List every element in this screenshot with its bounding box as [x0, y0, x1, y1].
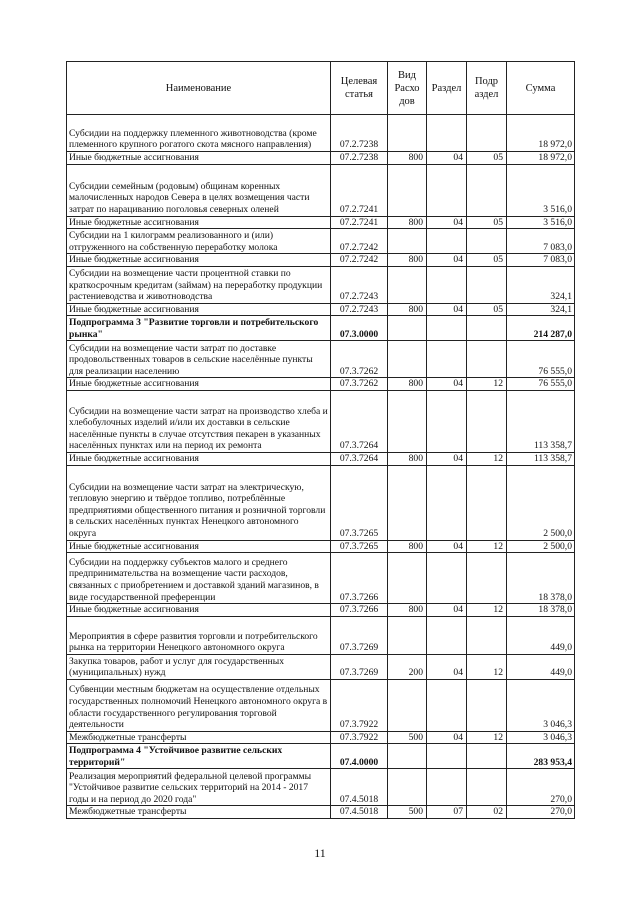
cell-amount: 283 953,4	[507, 744, 575, 769]
cell-amount: 18 972,0	[507, 152, 575, 165]
cell-section	[427, 769, 467, 806]
cell-expense-type	[388, 341, 427, 378]
cell-expense-type	[388, 164, 427, 216]
cell-expense-type	[388, 679, 427, 731]
cell-expense-type	[388, 744, 427, 769]
cell-expense-type: 800	[388, 378, 427, 391]
table-row	[67, 465, 575, 540]
cell-target-article: 07.3.7922	[331, 731, 388, 744]
cell-name: Реализация мероприятий федеральной целевой программы "Устойчивое развитие сельских территорий на 2014 - 2017 годы и на период до 2020 года"	[67, 769, 331, 806]
cell-subsection: 12	[467, 378, 507, 391]
cell-amount: 2 500,0	[507, 540, 575, 553]
header-expense-type: Вид Расхо дов	[388, 62, 427, 115]
cell-expense-type	[388, 553, 427, 604]
cell-subsection	[467, 164, 507, 216]
cell-subsection	[467, 616, 507, 654]
cell-subsection: 02	[467, 806, 507, 819]
cell-subsection: 05	[467, 152, 507, 165]
cell-name: Межбюджетные трансферты	[67, 806, 331, 819]
cell-expense-type: 800	[388, 254, 427, 267]
cell-name: Субсидии на поддержку племенного животноводства (кроме племенного крупного рогатого скота мясного направления)	[67, 115, 331, 152]
cell-name: Подпрограмма 3 "Развитие торговли и потребительского рынка"	[67, 316, 331, 341]
budget-table-container	[66, 61, 574, 819]
cell-name: Субсидии на возмещение части затрат по доставке продовольственных товаров в сельские населённые пункты для реализации населению	[67, 341, 331, 378]
cell-subsection: 05	[467, 216, 507, 229]
header-name: Наименование	[67, 62, 331, 115]
table-row	[67, 266, 575, 303]
cell-target-article: 07.4.0000	[331, 744, 388, 769]
cell-subsection: 12	[467, 654, 507, 679]
table-row	[67, 769, 575, 806]
table-row	[67, 731, 575, 744]
cell-expense-type	[388, 316, 427, 341]
cell-name: Субсидии на возмещение части процентной ставки по краткосрочным кредитам (займам) на переработку продукции растениеводства и животноводства	[67, 266, 331, 303]
cell-section	[427, 229, 467, 254]
cell-subsection: 05	[467, 303, 507, 316]
cell-expense-type	[388, 769, 427, 806]
table-row	[67, 390, 575, 452]
cell-amount: 18 378,0	[507, 553, 575, 604]
cell-expense-type	[388, 266, 427, 303]
cell-section	[427, 266, 467, 303]
table-row	[67, 806, 575, 819]
cell-section: 04	[427, 452, 467, 465]
cell-target-article: 07.3.0000	[331, 316, 388, 341]
cell-section: 04	[427, 731, 467, 744]
cell-amount: 324,1	[507, 266, 575, 303]
cell-target-article: 07.4.5018	[331, 769, 388, 806]
table-row	[67, 316, 575, 341]
cell-section: 04	[427, 216, 467, 229]
cell-subsection: 12	[467, 540, 507, 553]
cell-name: Иные бюджетные ассигнования	[67, 254, 331, 267]
cell-section: 04	[427, 540, 467, 553]
cell-target-article: 07.2.7238	[331, 152, 388, 165]
cell-amount: 113 358,7	[507, 390, 575, 452]
cell-target-article: 07.2.7243	[331, 266, 388, 303]
cell-amount: 3 046,3	[507, 679, 575, 731]
cell-name: Иные бюджетные ассигнования	[67, 152, 331, 165]
table-row	[67, 303, 575, 316]
cell-name: Субсидии на возмещение части затрат на электрическую, тепловую энергию и твёрдое топливо, потреблённые предприятиями общественного питания и розничной торговли в сельских населённых пунктах Ненецкого автономного округа	[67, 465, 331, 540]
cell-amount: 76 555,0	[507, 378, 575, 391]
cell-subsection	[467, 266, 507, 303]
cell-expense-type: 800	[388, 604, 427, 617]
cell-amount: 270,0	[507, 806, 575, 819]
cell-target-article: 07.3.7269	[331, 654, 388, 679]
cell-expense-type	[388, 616, 427, 654]
cell-name: Иные бюджетные ассигнования	[67, 604, 331, 617]
table-row	[67, 152, 575, 165]
table-row	[67, 378, 575, 391]
cell-section: 04	[427, 152, 467, 165]
header-amount: Сумма	[507, 62, 575, 115]
cell-amount: 449,0	[507, 654, 575, 679]
cell-expense-type	[388, 390, 427, 452]
cell-name: Субсидии на возмещение части затрат на производство хлеба и хлебобулочных изделий и/или их доставки в сельские населённые пункты в случае отсутствия пекарен в указанных населённых пунктах или на период их ремонта	[67, 390, 331, 452]
page-number: 11	[314, 846, 326, 860]
cell-subsection: 12	[467, 452, 507, 465]
cell-name: Иные бюджетные ассигнования	[67, 303, 331, 316]
cell-target-article: 07.3.7265	[331, 540, 388, 553]
cell-expense-type	[388, 229, 427, 254]
table-row	[67, 164, 575, 216]
cell-subsection	[467, 553, 507, 604]
cell-section	[427, 553, 467, 604]
cell-target-article: 07.3.7922	[331, 679, 388, 731]
cell-section: 04	[427, 604, 467, 617]
cell-name: Мероприятия в сфере развития торговли и потребительского рынка на территории Ненецкого автономного округа	[67, 616, 331, 654]
cell-amount: 3 516,0	[507, 164, 575, 216]
cell-expense-type: 200	[388, 654, 427, 679]
header-section: Раздел	[427, 62, 467, 115]
cell-amount: 18 972,0	[507, 115, 575, 152]
cell-target-article: 07.3.7264	[331, 390, 388, 452]
cell-target-article: 07.2.7242	[331, 254, 388, 267]
cell-subsection	[467, 679, 507, 731]
cell-target-article: 07.2.7243	[331, 303, 388, 316]
cell-section	[427, 316, 467, 341]
cell-amount: 449,0	[507, 616, 575, 654]
cell-subsection	[467, 769, 507, 806]
cell-subsection: 12	[467, 731, 507, 744]
cell-subsection	[467, 390, 507, 452]
cell-target-article: 07.2.7238	[331, 115, 388, 152]
table-row	[67, 540, 575, 553]
cell-amount: 18 378,0	[507, 604, 575, 617]
cell-expense-type	[388, 465, 427, 540]
cell-target-article: 07.3.7264	[331, 452, 388, 465]
cell-name: Иные бюджетные ассигнования	[67, 452, 331, 465]
cell-expense-type	[388, 115, 427, 152]
table-body	[67, 115, 575, 819]
cell-name: Иные бюджетные ассигнования	[67, 540, 331, 553]
cell-amount: 3 516,0	[507, 216, 575, 229]
cell-amount: 76 555,0	[507, 341, 575, 378]
cell-expense-type: 800	[388, 216, 427, 229]
cell-name: Иные бюджетные ассигнования	[67, 216, 331, 229]
cell-subsection	[467, 744, 507, 769]
cell-amount: 3 046,3	[507, 731, 575, 744]
cell-name: Иные бюджетные ассигнования	[67, 378, 331, 391]
header-target-article: Целевая статья	[331, 62, 388, 115]
cell-target-article: 07.3.7266	[331, 553, 388, 604]
cell-section: 07	[427, 806, 467, 819]
cell-target-article: 07.4.5018	[331, 806, 388, 819]
cell-subsection	[467, 341, 507, 378]
table-row	[67, 216, 575, 229]
cell-target-article: 07.3.7265	[331, 465, 388, 540]
cell-section	[427, 164, 467, 216]
table-row	[67, 744, 575, 769]
table-row	[67, 452, 575, 465]
table-row	[67, 654, 575, 679]
cell-subsection	[467, 316, 507, 341]
cell-subsection	[467, 229, 507, 254]
cell-name: Подпрограмма 4 "Устойчивое развитие сельских территорий"	[67, 744, 331, 769]
budget-table	[66, 61, 575, 819]
cell-section: 04	[427, 254, 467, 267]
cell-section	[427, 341, 467, 378]
cell-subsection: 05	[467, 254, 507, 267]
cell-expense-type: 500	[388, 731, 427, 744]
table-row	[67, 115, 575, 152]
table-row	[67, 604, 575, 617]
cell-name: Закупка товаров, работ и услуг для государственных (муниципальных) нужд	[67, 654, 331, 679]
cell-target-article: 07.2.7241	[331, 164, 388, 216]
cell-name: Субсидии на 1 килограмм реализованного и (или) отгруженного на собственную переработку молока	[67, 229, 331, 254]
cell-target-article: 07.3.7266	[331, 604, 388, 617]
cell-name: Субвенции местным бюджетам на осуществление отдельных государственных полномочий Ненецкого автономного округа в области государственного регулирования торговой деятельности	[67, 679, 331, 731]
cell-name: Субсидии семейным (родовым) общинам коренных малочисленных народов Севера в целях возмещения части затрат по нарациванию поголовья северных оленей	[67, 164, 331, 216]
cell-target-article: 07.3.7269	[331, 616, 388, 654]
cell-expense-type: 800	[388, 303, 427, 316]
table-row	[67, 254, 575, 267]
cell-subsection: 12	[467, 604, 507, 617]
cell-subsection	[467, 465, 507, 540]
cell-target-article: 07.2.7241	[331, 216, 388, 229]
table-row	[67, 229, 575, 254]
cell-section	[427, 115, 467, 152]
table-row	[67, 679, 575, 731]
cell-section	[427, 679, 467, 731]
cell-amount: 7 083,0	[507, 254, 575, 267]
cell-target-article: 07.3.7262	[331, 378, 388, 391]
cell-section	[427, 744, 467, 769]
cell-expense-type: 800	[388, 452, 427, 465]
cell-expense-type: 800	[388, 152, 427, 165]
cell-section	[427, 616, 467, 654]
cell-subsection	[467, 115, 507, 152]
cell-amount: 7 083,0	[507, 229, 575, 254]
cell-amount: 270,0	[507, 769, 575, 806]
cell-section: 04	[427, 654, 467, 679]
cell-section: 04	[427, 303, 467, 316]
header-subsection: Подр аздел	[467, 62, 507, 115]
cell-target-article: 07.2.7242	[331, 229, 388, 254]
cell-expense-type: 800	[388, 540, 427, 553]
table-header-row	[67, 62, 575, 115]
table-row	[67, 341, 575, 378]
cell-section	[427, 390, 467, 452]
cell-expense-type: 500	[388, 806, 427, 819]
cell-amount: 214 287,0	[507, 316, 575, 341]
cell-name: Межбюджетные трансферты	[67, 731, 331, 744]
cell-target-article: 07.3.7262	[331, 341, 388, 378]
cell-amount: 324,1	[507, 303, 575, 316]
cell-amount: 113 358,7	[507, 452, 575, 465]
table-row	[67, 616, 575, 654]
cell-section: 04	[427, 378, 467, 391]
cell-section	[427, 465, 467, 540]
cell-amount: 2 500,0	[507, 465, 575, 540]
cell-name: Субсидии на поддержку субъектов малого и среднего предпринимательства на возмещение части расходов, связанных с приобретением и доставкой зданий магазинов, в виде государственной преференции	[67, 553, 331, 604]
table-row	[67, 553, 575, 604]
